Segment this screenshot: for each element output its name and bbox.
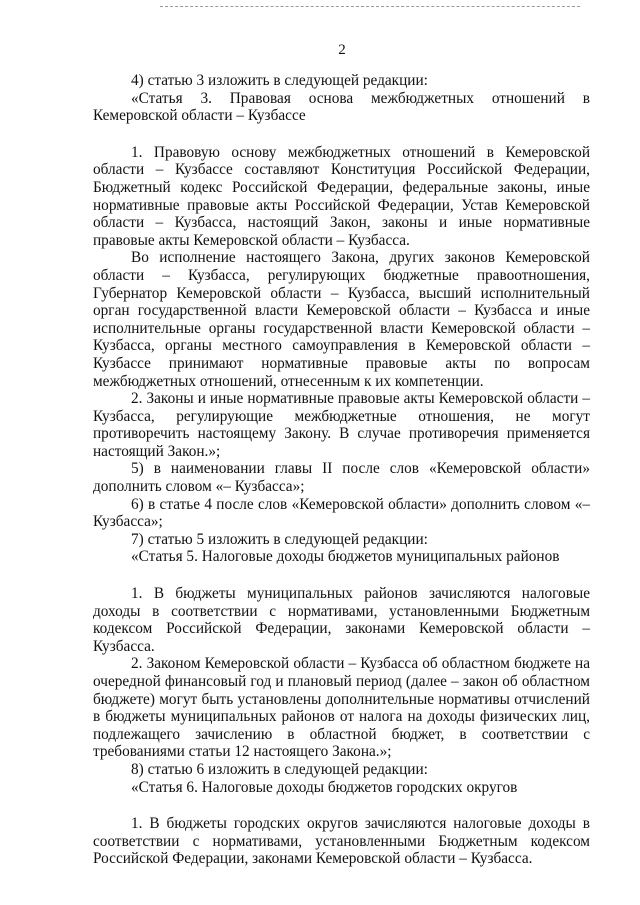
article-5-paragraph-2: 2. Законом Кемеровской области – Кузбасса об областном бюджете на очередной финансовый год и плановый период (далее – закон об областном бюджете) могут быть установлены дополнительные нормативы отчислений в бюджеты муниципальных районов от налога на доходы физических лиц, подлежащего зачислению в областной бюджет, в соответствии с требованиями статьи 12 настоящего Закона.»; xyxy=(93,655,590,761)
document-body xyxy=(93,72,590,868)
page-number: 2 xyxy=(338,42,346,58)
article-6-heading: «Статья 6. Налоговые доходы бюджетов городских округов xyxy=(131,778,518,796)
article-3-heading: «Статья 3. Правовая основа межбюджетных отношений в Кемеровской области – Кузбассе xyxy=(93,89,590,125)
amendment-item-8: 8) статью 6 изложить в следующей редакции: xyxy=(131,760,428,778)
paragraph-gap xyxy=(93,566,590,585)
article-3-paragraph-1: 1. Правовую основу межбюджетных отношений в Кемеровской области – Кузбассе составляют Конституция Российской Федерации, Бюджетный кодекс Российской Федерации, федеральные законы, иные нормативные правовые акты Российской Федерации, Устав Кемеровской области – Кузбасса, настоящий Закон, законы и иные нормативные правовые акты Кемеровской области – Кузбасса. xyxy=(93,143,590,249)
amendment-item-6: 6) в статье 4 после слов «Кемеровской области» дополнить словом «– Кузбасса»; xyxy=(93,495,590,531)
paragraph-gap xyxy=(93,796,590,815)
amendment-item-7: 7) статью 5 изложить в следующей редакции: xyxy=(131,530,428,548)
paragraph-gap xyxy=(93,125,590,144)
article-3-paragraph-1-continued: Во исполнение настоящего Закона, других законов Кемеровской области – Кузбасса, регулирующих бюджетные правоотношения, Губернатор Кемеровской области – Кузбасса, высший исполнительный орган государственной власти Кемеровской области – Кузбасса и иные исполнительные органы государственной власти Кемеровской области – Кузбасса, органы местного самоуправления в Кемеровской области – Кузбассе принимают нормативные правовые акты по вопросам межбюджетных отношений, отнесенным к их компетенции. xyxy=(93,249,590,390)
article-6-paragraph-1: 1. В бюджеты городских округов зачисляются налоговые доходы в соответствии с нормативами, установленными Бюджетным кодексом Российской Федерации, законами Кемеровской области – Кузбасса. xyxy=(93,815,590,868)
amendment-item-5: 5) в наименовании главы II после слов «Кемеровской области» дополнить словом «– Кузбасса»; xyxy=(93,460,590,496)
top-scan-rule xyxy=(160,6,580,7)
article-3-paragraph-2: 2. Законы и иные нормативные правовые акты Кемеровской области – Кузбасса, регулирующие межбюджетные отношения, не могут противоречить настоящему Закону. В случае противоречия применяется настоящий Закон.»; xyxy=(93,390,590,460)
article-5-paragraph-1: 1. В бюджеты муниципальных районов зачисляются налоговые доходы в соответствии с нормативами, установленными Бюджетным кодексом Российской Федерации, законами Кемеровской области – Кузбасса. xyxy=(93,585,590,655)
amendment-item-4: 4) статью 3 изложить в следующей редакции: xyxy=(131,72,428,89)
article-5-heading: «Статья 5. Налоговые доходы бюджетов муниципальных районов xyxy=(131,548,560,566)
